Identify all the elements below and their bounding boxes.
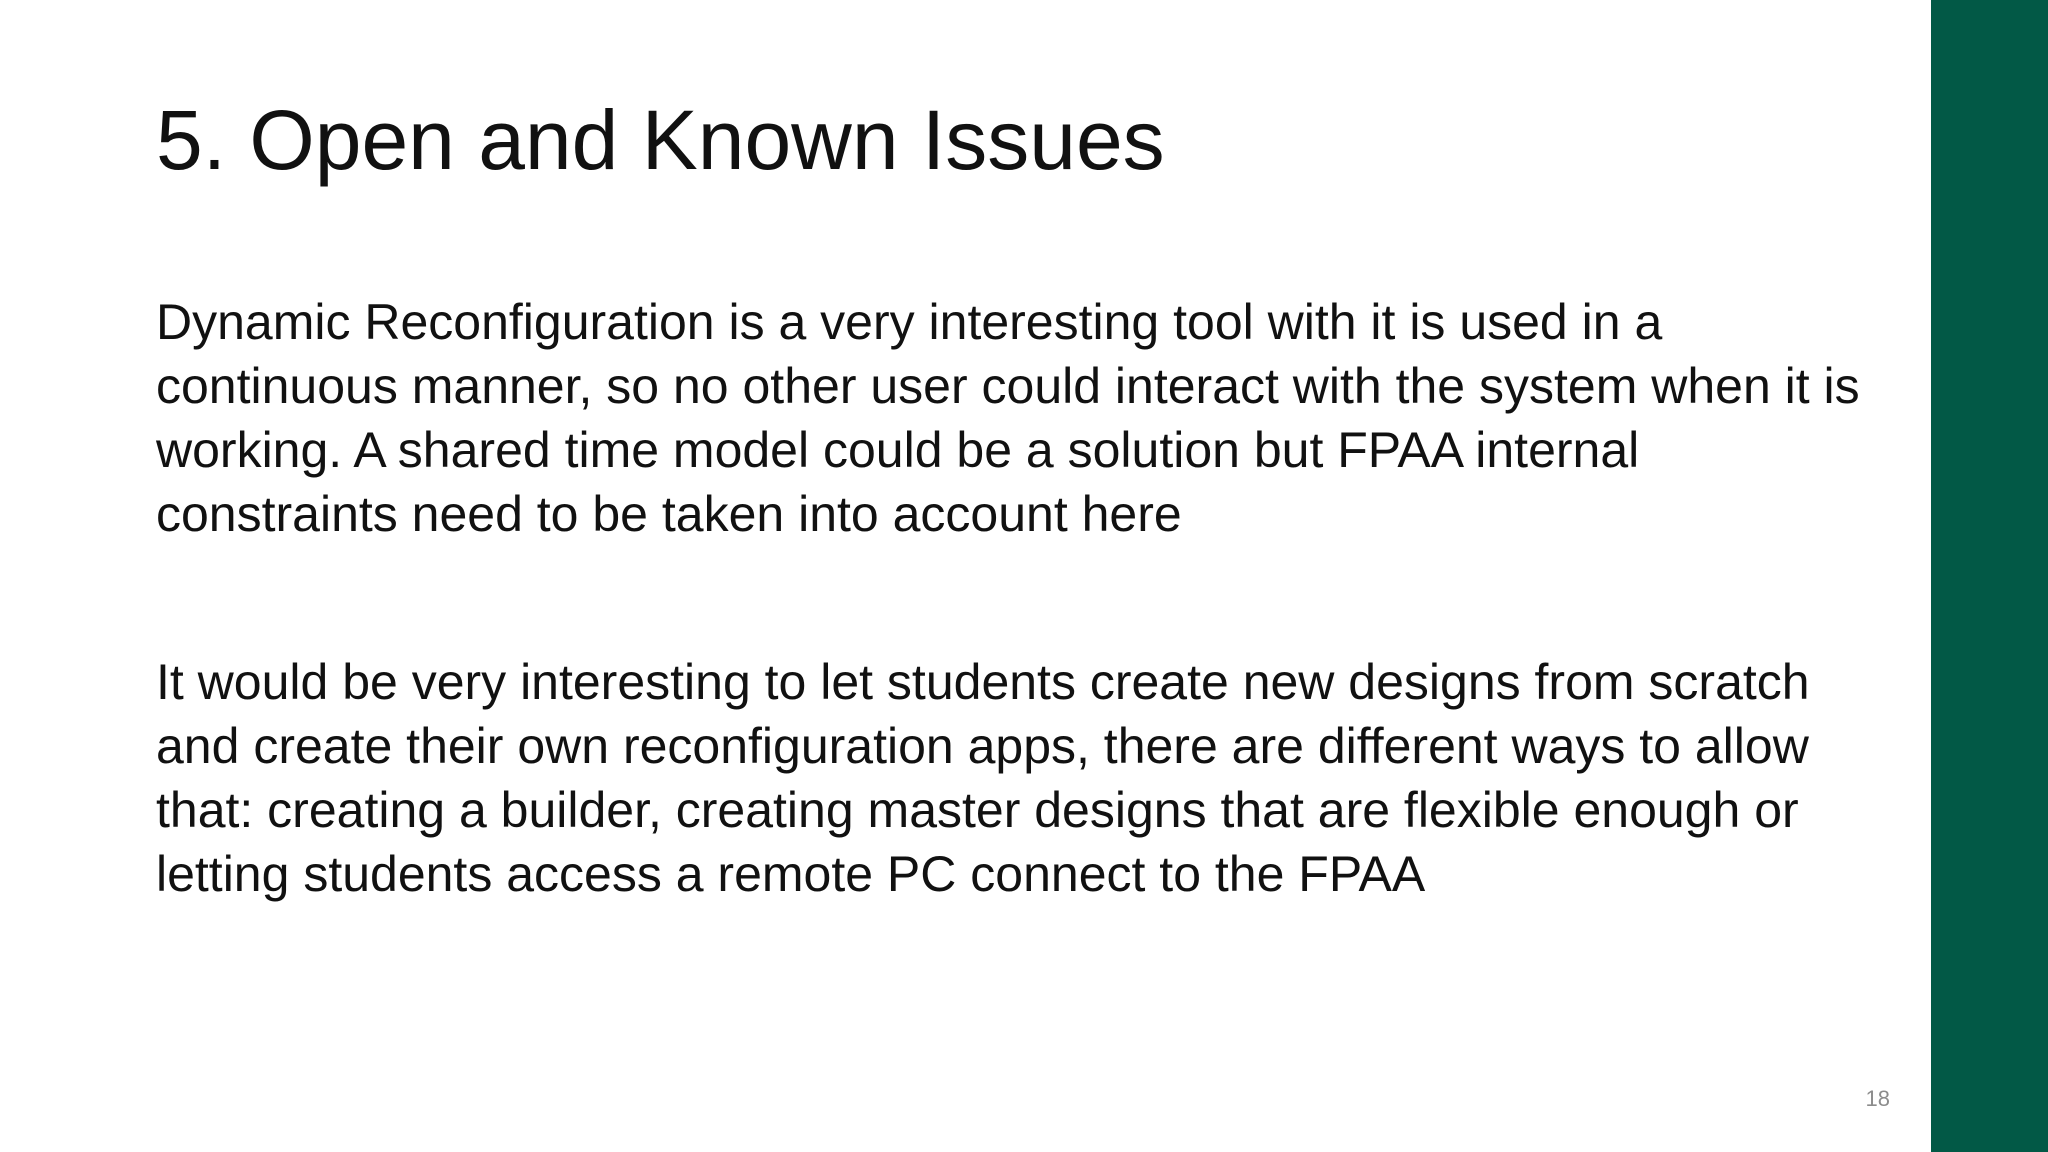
- body-paragraph-student-designs: It would be very interesting to let students create new designs from scratch and create their own reconfiguration apps, there are different ways to allow that: creating a builder, creating master designs that are flexible enough or letting students access a remote PC connect to the FPAA: [156, 654, 1810, 902]
- body-paragraph-dynamic-reconfiguration: Dynamic Reconfiguration is a very interesting tool with it is used in a continuous manner, so no other user could interact with the system when it is working. A shared time model could be a solution but FPAA internal constraints need to be taken into account here: [156, 294, 1860, 542]
- page-number: 18: [1865, 1086, 1890, 1111]
- slide-title: 5. Open and Known Issues: [156, 93, 1165, 187]
- accent-side-bar: [1931, 0, 2048, 1152]
- slide-body: [156, 290, 1876, 906]
